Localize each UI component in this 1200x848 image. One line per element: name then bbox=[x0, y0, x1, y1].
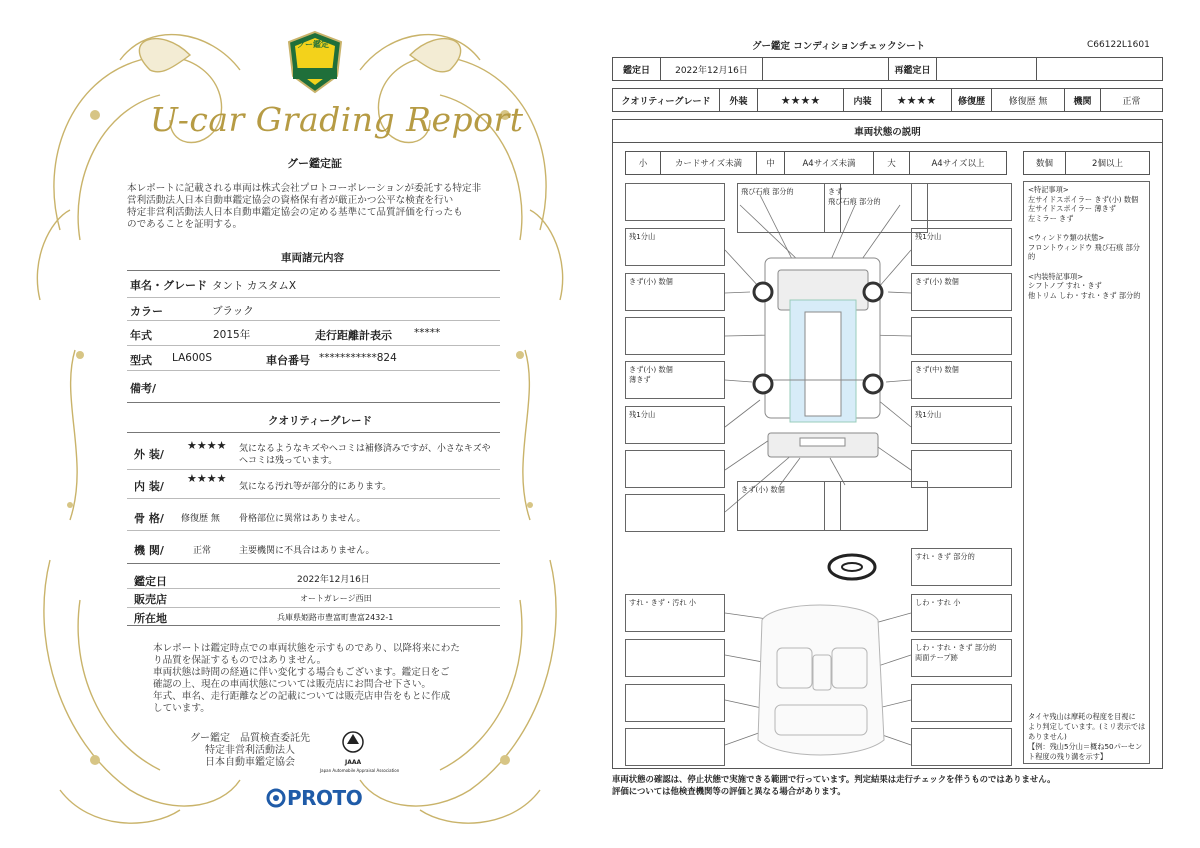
comment-box-interior-right-4 bbox=[911, 728, 1012, 766]
divider bbox=[127, 270, 500, 271]
small-description: カードサイズ未満 bbox=[661, 152, 757, 174]
frame-description: 骨格部位に異常はありません。 bbox=[239, 514, 366, 524]
jaaa-name: JAAA bbox=[345, 759, 362, 766]
note-line: 左ミラー きず bbox=[1028, 213, 1074, 223]
notice-line: 年式、車名、走行距離などの記載については販売店申告をもとに作成 bbox=[153, 691, 451, 702]
exterior-stars: ★★★★ bbox=[758, 89, 844, 111]
jaaa-logo-icon bbox=[341, 730, 365, 758]
comment-box-left-3 bbox=[625, 361, 725, 399]
appraisal-date-label: 鑑定日 bbox=[613, 58, 661, 80]
notice-line: 確認の上、現在の車両状態については販売店にお問合せ下さい。 bbox=[153, 679, 432, 690]
intro-paragraph bbox=[127, 183, 507, 231]
comment-box-interior-left-3 bbox=[625, 684, 725, 722]
engine-value: 正常 bbox=[193, 546, 212, 556]
divider bbox=[127, 607, 500, 608]
divider bbox=[127, 530, 500, 531]
model-value: LA600S bbox=[172, 352, 212, 364]
comment-box-rear-left bbox=[625, 494, 725, 532]
shop-value: オートガレージ西田 bbox=[300, 594, 372, 603]
tire-note bbox=[1028, 712, 1145, 762]
count-description: 2個以上 bbox=[1092, 159, 1123, 169]
intro-line: のであることを証明する。 bbox=[127, 219, 243, 230]
comment-box-interior-right-3 bbox=[911, 684, 1012, 722]
quality-heading: クオリティーグレード bbox=[268, 415, 372, 427]
footer-note-2: 評価については他検査機関等の評価と異なる場合があります。 bbox=[612, 786, 846, 796]
color-label: カラー bbox=[130, 305, 163, 318]
comment-line: 薄きず bbox=[629, 375, 651, 384]
comment-box-rear-center-left: きず(小) 数個 bbox=[737, 481, 841, 531]
comment-box-right-1: きず(小) 数個 bbox=[911, 273, 1012, 311]
comment-box-rear-center-right bbox=[824, 481, 928, 531]
document-id: C66122L1601 bbox=[1087, 40, 1150, 50]
medium-label: 中 bbox=[757, 152, 785, 174]
notice-line: 本レポートは鑑定時点での車両状態を示すものであり、以降将来にわた bbox=[153, 643, 460, 654]
intro-line: 本レポートに記載される車両は株式会社プロトコーポレーションが委託する特定非 bbox=[127, 183, 482, 194]
notice-line: 車両状態は時間の経過に伴い変化する場合もございます。鑑定日をご bbox=[153, 667, 450, 678]
appraisal-date-value: 2022年12月16日 bbox=[661, 58, 763, 80]
signature-line: 日本自動車鑑定協会 bbox=[205, 757, 295, 768]
comment-box-front-left bbox=[625, 183, 725, 221]
divider bbox=[127, 320, 500, 321]
interior-label: 内装 bbox=[844, 89, 882, 111]
proto-logo-text: PROTO bbox=[287, 786, 363, 810]
note-line: シフトノブ すれ・きず bbox=[1028, 281, 1102, 290]
divider bbox=[127, 297, 500, 298]
signature-line: 特定非営利活動法人 bbox=[205, 745, 295, 756]
divider bbox=[127, 588, 500, 589]
comment-line: きず bbox=[828, 187, 843, 196]
note-line: 左サイドスポイラー きず(小) 数個 bbox=[1028, 194, 1139, 204]
name-label: 車名・グレード bbox=[130, 279, 207, 292]
divider bbox=[127, 402, 500, 403]
car-exterior-outline bbox=[765, 258, 880, 457]
exterior-label: 外 装/ bbox=[134, 448, 164, 461]
color-value: ブラック bbox=[212, 305, 254, 317]
logo-text: グー鑑定 bbox=[297, 40, 329, 49]
note-line: より判定しています。(ミリ表示では bbox=[1028, 722, 1146, 731]
comment-line: 飛び石痕 部分的 bbox=[828, 197, 881, 206]
address-label: 所在地 bbox=[134, 612, 167, 625]
section-title-bar: 車両状態の説明 bbox=[612, 119, 1163, 143]
chassis-label: 車台番号 bbox=[266, 354, 310, 367]
notice-paragraph bbox=[153, 643, 483, 715]
car-interior-outline bbox=[758, 605, 884, 755]
divider bbox=[127, 432, 500, 433]
comment-box-steering: すれ・きず 部分的 bbox=[911, 548, 1012, 586]
comment-box-interior-left-1: すれ・きず・汚れ 小 bbox=[625, 594, 725, 632]
date-label: 鑑定日 bbox=[134, 575, 167, 588]
exterior-description-2: ヘコミは残っています。 bbox=[239, 456, 338, 466]
divider bbox=[127, 498, 500, 499]
divider bbox=[127, 469, 500, 470]
address-value: 兵庫県姫路市豊富町豊富2432-1 bbox=[277, 613, 394, 622]
interior-notes-heading: <内装特記事項> bbox=[1028, 271, 1084, 281]
comment-box-interior-left-2 bbox=[625, 639, 725, 677]
comment-line: しわ・すれ・きず 部分的 bbox=[915, 643, 997, 652]
interior-description: 気になる汚れ等が部分的にあります。 bbox=[239, 482, 392, 492]
comment-line: 両面テープ跡 bbox=[915, 653, 958, 662]
note-line: ト程度の残り溝を示す】 bbox=[1028, 752, 1108, 761]
divider bbox=[127, 345, 500, 346]
mileage-label: 走行距離計表示 bbox=[315, 329, 392, 342]
divider bbox=[127, 625, 500, 626]
note-line: タイヤ残山は摩耗の程度を目視に bbox=[1028, 712, 1136, 721]
note-line: ありません) bbox=[1028, 732, 1067, 741]
year-value: 2015年 bbox=[213, 329, 251, 341]
comment-box-right-2 bbox=[911, 317, 1012, 355]
shop-label: 販売店 bbox=[134, 593, 167, 606]
comment-box-left-4 bbox=[625, 450, 725, 488]
jaaa-full-name: Japan Automobile Appraisal Association bbox=[320, 768, 400, 773]
note-line: 左サイドスポイラー 薄きず bbox=[1028, 204, 1116, 213]
window-notes-heading: <ウィンドウ類の状態> bbox=[1028, 233, 1105, 242]
steering-wheel-icon bbox=[829, 555, 875, 579]
comment-box-left-rear-tire: 残1分山 bbox=[625, 406, 725, 444]
comment-line: きず(小) 数個 bbox=[629, 365, 673, 374]
comment-box-left-1: きず(小) 数個 bbox=[625, 273, 725, 311]
count-label: 数個 bbox=[1024, 152, 1066, 174]
condition-check-sheet bbox=[600, 0, 1200, 848]
large-description: A4サイズ以上 bbox=[931, 159, 985, 169]
note-line: 【例：残山5分山＝概ね50パーセン bbox=[1028, 742, 1143, 751]
script-title: U-car Grading Report bbox=[150, 100, 524, 139]
divider bbox=[127, 563, 500, 564]
intro-line: 営利活動法人日本自動車鑑定協会の資格保有者が厳正かつ公平な検査を行い bbox=[127, 195, 454, 206]
engine-label: 機関 bbox=[1065, 89, 1101, 111]
interior-stars: ★★★★ bbox=[187, 472, 227, 485]
sheet-title: グー鑑定 コンディションチェックシート bbox=[752, 41, 926, 52]
quality-grade-label: クオリティーグレード bbox=[613, 89, 720, 111]
comment-box-right-rear-tire: 残1分山 bbox=[911, 406, 1012, 444]
exterior-stars: ★★★★ bbox=[187, 439, 227, 452]
comment-box-right-3: きず(中) 数個 bbox=[911, 361, 1012, 399]
name-value: タント カスタムX bbox=[212, 280, 297, 292]
comment-box-interior-left-4 bbox=[625, 728, 725, 766]
comment-box-front-center-left: 飛び石痕 部分的 bbox=[737, 183, 841, 233]
year-label: 年式 bbox=[130, 329, 152, 342]
frame-value: 修復歴 無 bbox=[181, 514, 220, 524]
specs-heading: 車両諸元内容 bbox=[281, 252, 344, 264]
mileage-value: ***** bbox=[414, 327, 441, 339]
note-line: フロントウィンドウ 飛び石痕 部分的 bbox=[1028, 242, 1140, 261]
special-notes-heading: <特記事項> bbox=[1028, 185, 1069, 194]
divider bbox=[127, 370, 500, 371]
comment-box-interior-right-1: しわ・すれ 小 bbox=[911, 594, 1012, 632]
footer-note-1: 車両状態の確認は、停止状態で実施できる範囲で行っています。判定結果は走行チェックを伴うものではありません。 bbox=[612, 774, 1056, 784]
exterior-description-1: 気になるようなキズやヘコミは補修済みですが、小さなキズや bbox=[239, 444, 491, 454]
large-label: 大 bbox=[874, 152, 910, 174]
chassis-value: ***********824 bbox=[319, 352, 397, 364]
small-label: 小 bbox=[626, 152, 661, 174]
repair-history-value: 修復歴 無 bbox=[992, 89, 1065, 111]
interior-label: 内 装/ bbox=[134, 480, 164, 493]
interior-stars: ★★★★ bbox=[882, 89, 952, 111]
engine-label: 機 関/ bbox=[134, 544, 164, 557]
repair-history-label: 修復歴 bbox=[952, 89, 992, 111]
comment-box-left-2 bbox=[625, 317, 725, 355]
model-label: 型式 bbox=[130, 354, 152, 367]
note-line: 他トリム しわ・すれ・きず 部分的 bbox=[1028, 290, 1141, 300]
notice-line: り品質を保証するものではありません。 bbox=[153, 655, 327, 666]
reappraisal-date-label: 再鑑定日 bbox=[889, 58, 937, 80]
date-value: 2022年12月16日 bbox=[297, 575, 370, 585]
comment-box-right-front-tire: 残1分山 bbox=[911, 228, 1012, 266]
special-notes-box bbox=[1023, 181, 1150, 764]
frame-label: 骨 格/ bbox=[134, 512, 164, 525]
signature-block bbox=[180, 733, 320, 769]
comment-box-interior-right-2 bbox=[911, 639, 1012, 677]
notice-line: しています。 bbox=[153, 703, 210, 714]
signature-line: グー鑑定 品質検査委託先 bbox=[190, 733, 310, 744]
comment-box-left-front-tire: 残1分山 bbox=[625, 228, 725, 266]
proto-mark-icon bbox=[266, 788, 286, 808]
engine-description: 主要機関に不具合はありません。 bbox=[239, 546, 375, 556]
exterior-label: 外装 bbox=[720, 89, 758, 111]
intro-line: 特定非営利活動法人日本自動車鑑定協会の定める基準にて品質評価を行ったも bbox=[127, 207, 463, 218]
comment-box-front-right bbox=[911, 183, 1012, 221]
certificate-heading: グー鑑定証 bbox=[287, 157, 342, 170]
engine-value: 正常 bbox=[1122, 96, 1141, 107]
proto-logo bbox=[266, 786, 362, 810]
remarks-label: 備考/ bbox=[130, 382, 157, 395]
medium-description: A4サイズ未満 bbox=[785, 152, 874, 174]
